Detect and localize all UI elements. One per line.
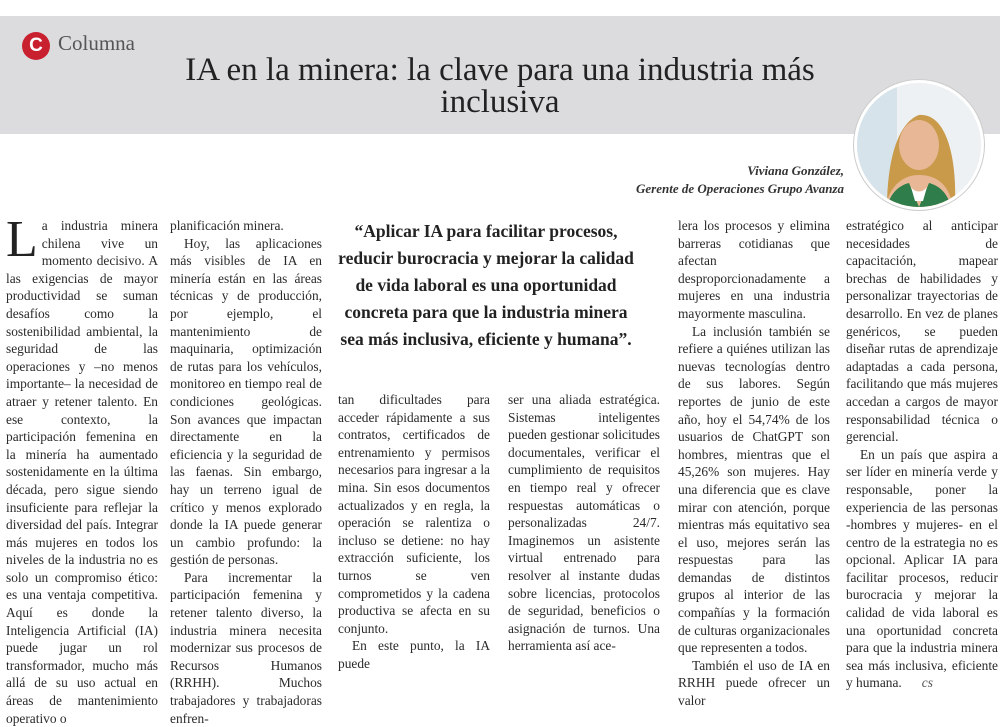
paragraph: La inclusión también se refiere a quiénes utilizan las nuevas tecnologías dentro de sus labores. Según reportes de junio de este año, hoy el 54,74% de los usuarios de ChatGPT son hombres, mientras que el 45,26% son mujeres. Hay una diferencia que es clave mirar con atención, porque mientras más equitativo sea el uso, mejores serán las respuestas para las demandas de distintos grupos al interior de las compañías y la formación de culturas organizacionales que representen a todos. <box>678 323 830 656</box>
author-portrait-icon <box>857 83 981 207</box>
paragraph: En un país que aspira a ser líder en minería verde y responsable, poner la experiencia de las personas -hombres y mujeres- en el centro de la estrategia no es opcional. Aplicar IA para facilitar procesos, reducir burocracia y mejorar la calidad de vida laboral es una oportunidad concreta para que la industria minera sea más inclusiva, eficiente y humana. cs <box>846 446 998 691</box>
body-column-2 <box>170 217 322 727</box>
paragraph: tan dificultades para acceder rápidamente a sus contratos, certificados de entrenamiento y permisos necesarios para ingresar a la mina. Sin esos documentos actualizados y en regla, la operación se ralentiza o incluso se detiene: no hay extracción suficiente, los turnos se ven comprometidos y la cadena productiva se afecta en su conjunto. <box>338 392 490 636</box>
column-badge-icon: C <box>22 32 50 60</box>
paragraph: Hoy, las aplicaciones más visibles de IA en minería están en las áreas técnicas y de producción, por ejemplo, el mantenimiento de maquinaria, optimización de rutas para los vehículos, monitoreo en tiempo real de condiciones geológicas. Son avances que impactan directamente en la eficiencia y la seguridad de las faenas. Sin embargo, hay un terreno igual de crítico y menos explorado donde la IA puede generar un cambio profundo: la gestión de personas. <box>170 235 322 568</box>
author-photo <box>854 80 984 210</box>
paragraph: planificación minera. <box>170 218 284 233</box>
body-column-1 <box>6 211 158 727</box>
author-name: Viviana González, <box>747 163 844 178</box>
end-mark-icon: cs <box>921 675 933 691</box>
body-column-5 <box>678 217 830 710</box>
paragraph: Para incrementar la participación femenina y retener talento diverso, la industria minera necesita modernizar sus procesos de Recursos Humanos (RRHH). Muchos trabajadores y trabajadoras enfren- <box>170 569 322 726</box>
paragraph: En este punto, la IA puede <box>338 638 490 671</box>
paragraph: lera los procesos y elimina barreras cotidianas que afectan desproporcionadamente a mujeres en una industria mayormente masculina. <box>678 218 830 321</box>
section-label: Columna <box>58 31 135 55</box>
pull-quote: “Aplicar IA para facilitar procesos, reducir burocracia y mejorar la calidad de vida laboral es una oportunidad concreta para que la industria minera sea más inclusiva, eficiente y humana”. <box>338 221 634 349</box>
paragraph: ser una aliada estratégica. Sistemas inteligentes pueden gestionar solicitudes documentales, verificar el cumplimiento de requisitos en tiempo real y ofrecer respuestas automáticas o personalizadas 24/7. Imaginemos un asistente virtual entrenado para resolver al instante dudas sobre licencias, protocolos de seguridad, beneficios o asignación de turnos. Una herramienta así ace- <box>508 392 660 654</box>
article-title: IA en la minera: la clave para una industria más inclusiva <box>185 52 815 120</box>
drop-cap: L <box>6 211 38 268</box>
author-byline <box>636 162 844 198</box>
author-role: Gerente de Operaciones Grupo Avanza <box>636 181 844 196</box>
body-column-6 <box>846 217 998 692</box>
paragraph: También el uso de IA en RRHH puede ofrecer un valor <box>678 657 830 709</box>
paragraph: estratégico al anticipar necesidades de capacitación, mapear brechas de habilidades y personalizar trayectorias de desarrollo. En vez de planes genéricos, se pueden diseñar rutas de aprendizaje adaptadas a cada persona, facilitando que más mujeres accedan a cargos de mayor responsabilidad técnica o gerencial. <box>846 218 998 445</box>
body-column-4 <box>508 391 660 655</box>
paragraph: La industria minera chilena vive un momento decisivo. A las exigencias de mayor productividad se suman desafíos como la sostenibilidad ambiental, la seguridad de las operaciones y –no menos importante– la necesidad de atraer y retener talento. En ese contexto, la participación femenina en la minería ha aumentado sostenidamente en la última década, pero sigue siendo insuficiente para reflejar la diversidad del país. Integrar más mujeres en todos los niveles de la industria no es solo un compromiso ético: es una ventaja competitiva. Aquí es donde la Inteligencia Artificial (IA) puede jugar un rol transformador, mucho más allá de su uso actual en áreas de mantenimiento operativo o <box>6 211 158 726</box>
body-column-3 <box>338 391 490 673</box>
top-margin <box>0 0 1000 14</box>
